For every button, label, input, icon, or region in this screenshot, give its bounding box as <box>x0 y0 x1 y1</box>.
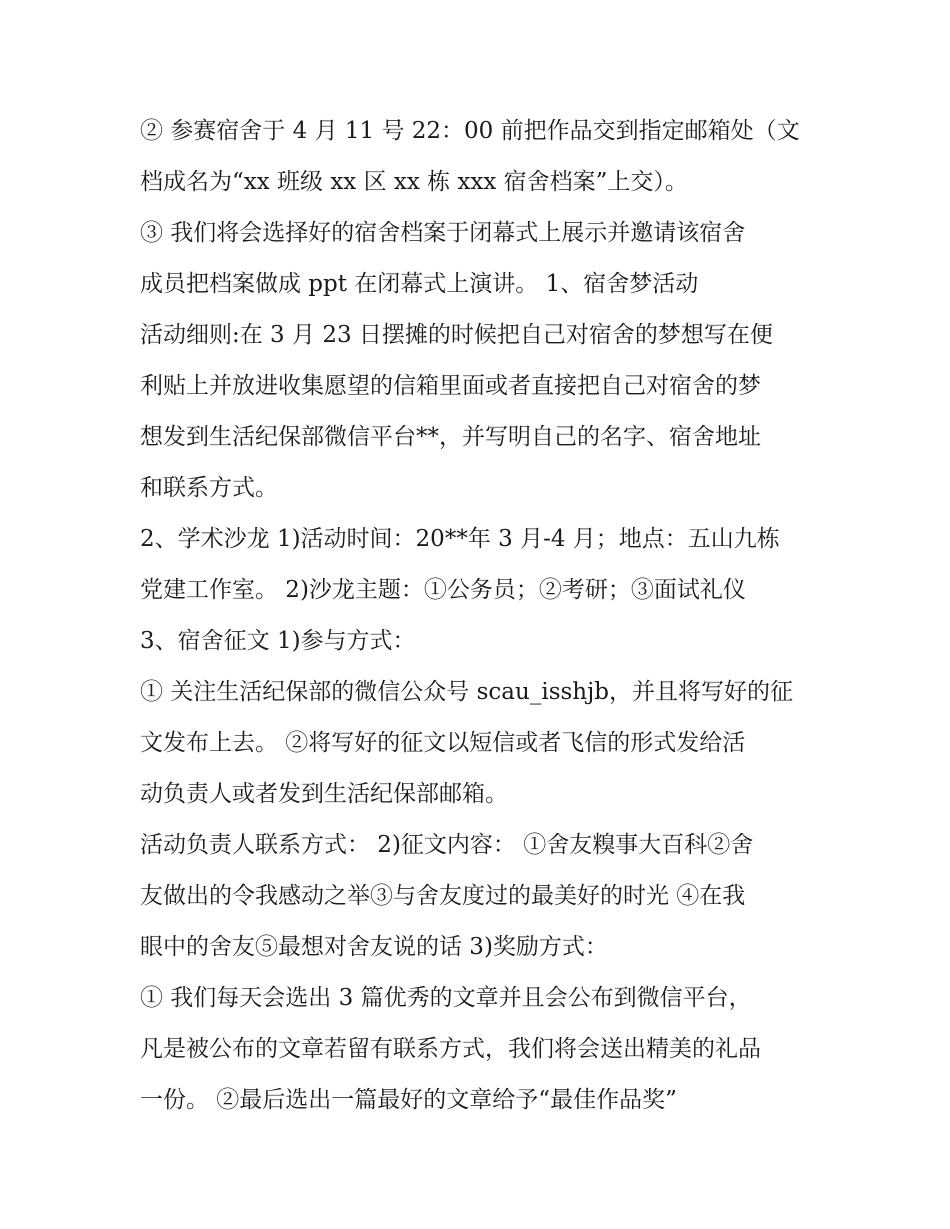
text-line: 一份。 ②最后选出一篇最好的文章给予“最佳作品奖” <box>140 1087 677 1113</box>
document-body <box>140 106 820 1126</box>
text-line: 党建工作室。 2)沙龙主题：①公务员；②考研；③面试礼仪 <box>140 577 746 603</box>
text-line: 动负责人或者发到生活纪保部邮箱。 <box>140 781 508 807</box>
text-line: ③ 我们将会选择好的宿舍档案于闭幕式上展示并邀请该宿舍 <box>140 220 746 246</box>
text-line: 友做出的令我感动之举③与舍友度过的最美好的时光 ④在我 <box>140 883 746 909</box>
text-line: 和联系方式。 <box>140 475 278 501</box>
text-line: 活动负责人联系方式： 2)征文内容： ①舍友糗事大百科②舍 <box>140 832 754 858</box>
text-line: 2、学术沙龙 1)活动时间：20**年 3 月-4 月；地点：五山九栋 <box>140 526 780 552</box>
text-line: 3、宿舍征文 1)参与方式： <box>140 628 416 654</box>
text-line: ① 我们每天会选出 3 篇优秀的文章并且会公布到微信平台， <box>140 985 752 1011</box>
text-line: 眼中的舍友⑤最想对舍友说的话 3)奖励方式： <box>140 934 608 960</box>
text-line: ② 参赛宿舍于 4 月 11 号 22：00 前把作品交到指定邮箱处（文 <box>140 118 800 144</box>
text-line: 档成名为“xx 班级 xx 区 xx 栋 xxx 宿舍档案”上交）。 <box>140 169 688 195</box>
text-line: ① 关注生活纪保部的微信公众号 scau_isshjb，并且将写好的征 <box>140 679 793 705</box>
text-line: 凡是被公布的文章若留有联系方式，我们将会送出精美的礼品 <box>140 1036 761 1062</box>
text-line: 成员把档案做成 ppt 在闭幕式上演讲。 1、宿舍梦活动 <box>140 271 699 297</box>
text-line: 文发布上去。 ②将写好的征文以短信或者飞信的形式发给活 <box>140 730 746 756</box>
text-line: 利贴上并放进收集愿望的信箱里面或者直接把自己对宿舍的梦 <box>140 373 761 399</box>
text-line: 想发到生活纪保部微信平台**，并写明自己的名字、宿舍地址 <box>140 424 761 450</box>
text-line: 活动细则:在 3 月 23 日摆摊的时候把自己对宿舍的梦想写在便 <box>140 322 773 348</box>
